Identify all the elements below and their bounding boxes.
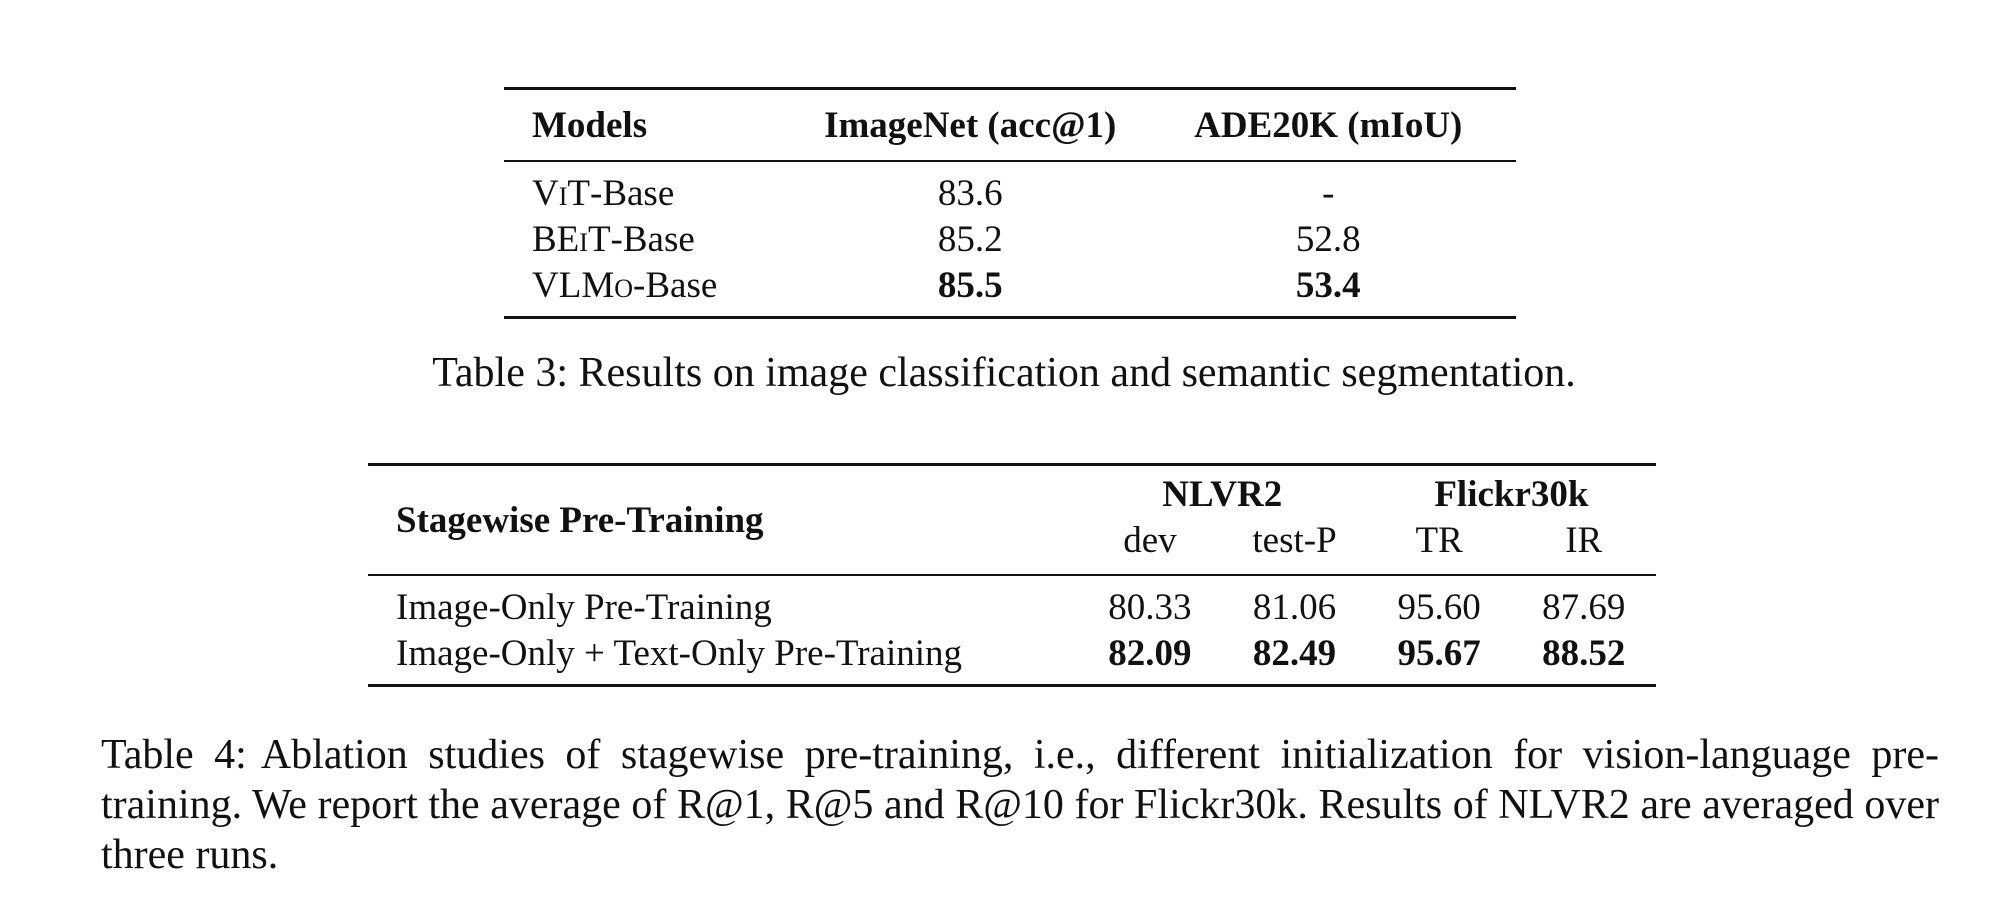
table-4-caption-label: Table 4:: [101, 732, 247, 778]
model-name-suffix: -Base: [590, 172, 675, 214]
row-name: Image-Only + Text-Only Pre-Training: [396, 632, 963, 674]
table-row-beit-base: [504, 216, 1516, 262]
header-ir: IR: [1565, 519, 1603, 561]
row-name: Image-Only Pre-Training: [396, 586, 772, 628]
nlvr2-dev-value: 80.33: [1108, 586, 1192, 628]
model-name-prefix: VLM: [532, 264, 615, 306]
header-imagenet: ImageNet (acc@1): [824, 104, 1117, 146]
table-4-caption-text: Ablation studies of stagewise pre-training, i.e., different initialization for vision-language pre-training. We report the average of R@1, R@5 and R@10 for Flickr30k. Results of NLVR2 are averaged over three runs.: [101, 732, 1939, 878]
table-3: [504, 87, 1516, 319]
header-nlvr2: NLVR2: [1162, 474, 1283, 515]
header-models: Models: [532, 104, 648, 146]
imagenet-value: 83.6: [937, 172, 1003, 214]
model-name-prefix: BE: [532, 218, 580, 260]
model-name-suffix: -Base: [610, 218, 695, 260]
model-name: [504, 161, 790, 216]
imagenet-value: 85.5: [937, 264, 1003, 306]
table-4: [368, 463, 1656, 687]
model-name: [504, 216, 790, 262]
header-tr: TR: [1415, 519, 1463, 561]
model-name-smallcaps: o: [614, 264, 634, 306]
header-ade20k: ADE20K (mIoU): [1194, 104, 1463, 146]
table-row-vlmo-base: [504, 262, 1516, 318]
model-name-smallcaps: iT: [558, 172, 590, 214]
table-4-group-header-row: [368, 465, 1656, 517]
ade20k-value: 52.8: [1295, 218, 1361, 260]
header-test-p: test-P: [1252, 519, 1337, 561]
model-name-smallcaps: iT: [579, 218, 611, 260]
imagenet-value: 85.2: [937, 218, 1003, 260]
model-name-prefix: V: [532, 172, 559, 214]
ade20k-value: -: [1322, 172, 1335, 214]
table-row-image-text-only: [368, 630, 1656, 686]
nlvr2-test-p-value: 81.06: [1252, 586, 1337, 628]
header-dev: dev: [1123, 519, 1177, 561]
flickr-ir-value: 87.69: [1542, 586, 1626, 628]
flickr-ir-value: 88.52: [1542, 632, 1626, 674]
ade20k-value: 53.4: [1295, 264, 1361, 306]
table-3-header-row: [504, 89, 1516, 162]
nlvr2-dev-value: 82.09: [1108, 632, 1192, 674]
model-name-suffix: -Base: [633, 264, 718, 306]
table-4-caption: [101, 730, 1939, 880]
table-row-image-only: [368, 575, 1656, 630]
flickr-tr-value: 95.67: [1397, 632, 1481, 674]
flickr-tr-value: 95.60: [1397, 586, 1481, 628]
header-flickr30k: Flickr30k: [1434, 474, 1589, 515]
nlvr2-test-p-value: 82.49: [1252, 632, 1337, 674]
table-row-vit-base: [504, 161, 1516, 216]
table-3-caption: Table 3: Results on image classification and semantic segmentation.: [432, 350, 1576, 396]
model-name: [504, 262, 790, 318]
header-stagewise-pretraining: Stagewise Pre-Training: [396, 499, 764, 541]
